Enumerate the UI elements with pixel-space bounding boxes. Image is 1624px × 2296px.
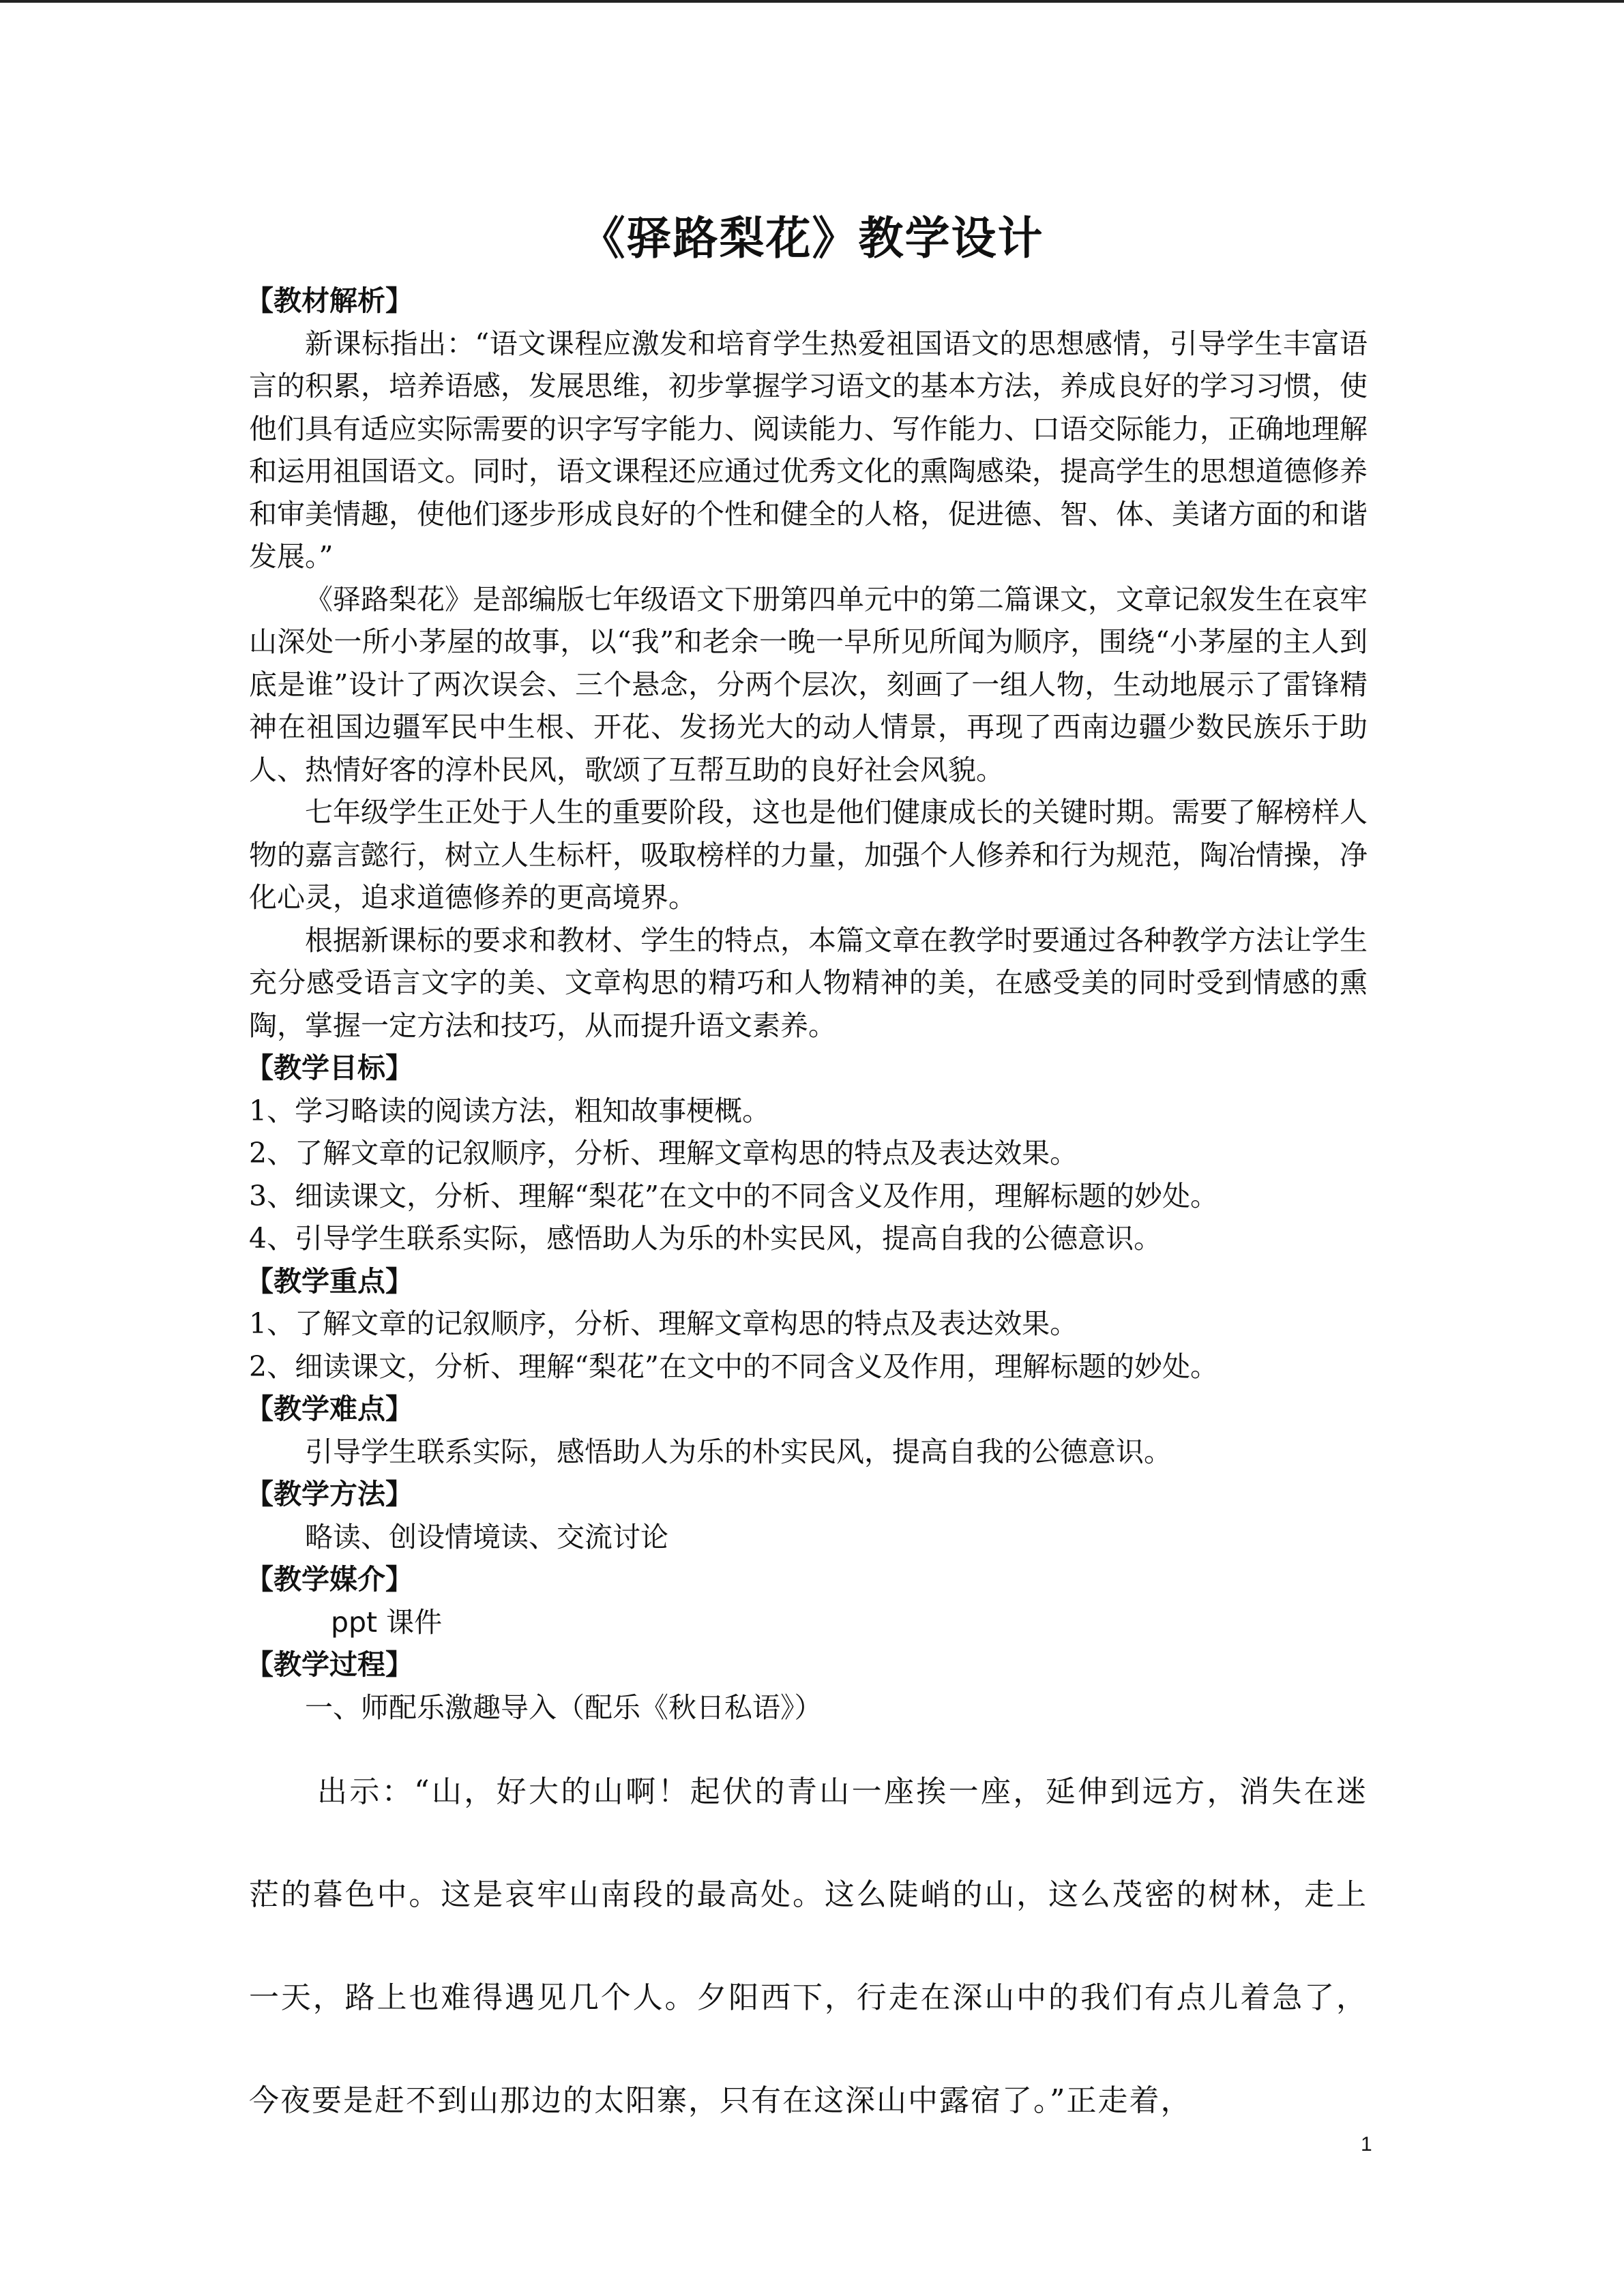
methods-text: 略读、创设情境读、交流讨论 bbox=[305, 1520, 668, 1553]
section-heading-difficulties: 【教学难点】 bbox=[246, 1392, 413, 1425]
analysis-paragraph: 新课标指出：“语文课程应激发和培育学生热爱祖国语文的思想感情，引导学生丰富语言的积累，培养语感，发展思维，初步掌握学习语文的基本方法，养成良好的学习习惯，使他们具有适应实际需要的识字写字能力、阅读能力、写作能力、口语交际能力，正确地理解和运用祖国语文。同时，语文课程还应通过优秀文化的熏陶感染，提高学生的思想道德修养和审美情趣，使他们逐步形成良好的个性和健全的人格，促进德、智、体、美诸方面的和谐发展。” bbox=[249, 327, 1368, 573]
analysis-paragraph: 根据新课标的要求和教材、学生的特点，本篇文章在教学时要通过各种教学方法让学生充分感受语言文字的美、文章构思的精巧和人物精神的美，在感受美的同时受到情感的熏陶，掌握一定方法和技巧，从而提升语文素养。 bbox=[249, 923, 1368, 1042]
key-point-item: 2、细读课文，分析、理解“梨花”在文中的不同含义及作用，理解标题的妙处。 bbox=[249, 1350, 1219, 1383]
page-number: 1 bbox=[1361, 2133, 1372, 2156]
intro-quote bbox=[249, 1740, 1368, 2152]
section-heading-process: 【教学过程】 bbox=[246, 1648, 413, 1681]
analysis-paragraph: 《驿路梨花》是部编版七年级语文下册第四单元中的第二篇课文，文章记叙发生在哀牢山深处一所小茅屋的故事，以“我”和老余一晚一早所见所闻为顺序，围绕“小茅屋的主人到底是谁”设计了两次误会、三个悬念，分两个层次，刻画了一组人物，生动地展示了雷锋精神在祖国边疆军民中生根、开花、发扬光大的动人情景，再现了西南边疆少数民族乐于助人、热情好客的淳朴民风，歌颂了互帮互助的良好社会风貌。 bbox=[249, 582, 1368, 786]
section-heading-methods: 【教学方法】 bbox=[246, 1478, 413, 1510]
process-step-1: 一、师配乐激趣导入（配乐《秋日私语》） bbox=[305, 1690, 823, 1724]
page-top-border bbox=[0, 0, 1624, 3]
media-text: ppt 课件 bbox=[331, 1605, 443, 1639]
objective-item: 1、学习略读的阅读方法，粗知故事梗概。 bbox=[249, 1094, 771, 1127]
section-heading-objectives: 【教学目标】 bbox=[246, 1052, 413, 1084]
difficulty-text: 引导学生联系实际，感悟助人为乐的朴实民风，提高自我的公德意识。 bbox=[305, 1435, 1172, 1468]
objective-item: 2、了解文章的记叙顺序，分析、理解文章构思的特点及表达效果。 bbox=[249, 1137, 1078, 1169]
document-body bbox=[246, 280, 1368, 1729]
section-heading-media: 【教学媒介】 bbox=[246, 1563, 413, 1596]
objective-item: 3、细读课文，分析、理解“梨花”在文中的不同含义及作用，理解标题的妙处。 bbox=[249, 1179, 1219, 1212]
document-title: 《驿路梨花》教学设计 bbox=[580, 212, 1044, 265]
section-heading-analysis: 【教材解析】 bbox=[246, 284, 413, 317]
intro-quote-text: 出示：“山，好大的山啊！起伏的青山一座挨一座，延伸到远方，消失在迷茫的暮色中。这是哀牢山南段的最高处。这么陡峭的山，这么茂密的树林，走上一天，路上也难得遇见几个人。夕阳西下，行走在深山中的我们有点儿着急了，今夜要是赶不到山那边的太阳寨，只有在这深山中露宿了。”正走着， bbox=[249, 1774, 1368, 2118]
analysis-paragraph: 七年级学生正处于人生的重要阶段，这也是他们健康成长的关键时期。需要了解榜样人物的嘉言懿行，树立人生标杆，吸取榜样的力量，加强个人修养和行为规范，陶冶情操，净化心灵，追求道德修养的更高境界。 bbox=[249, 796, 1368, 914]
key-point-item: 1、了解文章的记叙顺序，分析、理解文章构思的特点及表达效果。 bbox=[249, 1307, 1078, 1340]
objective-item: 4、引导学生联系实际，感悟助人为乐的朴实民风，提高自我的公德意识。 bbox=[249, 1222, 1162, 1255]
section-heading-key-points: 【教学重点】 bbox=[246, 1264, 413, 1298]
